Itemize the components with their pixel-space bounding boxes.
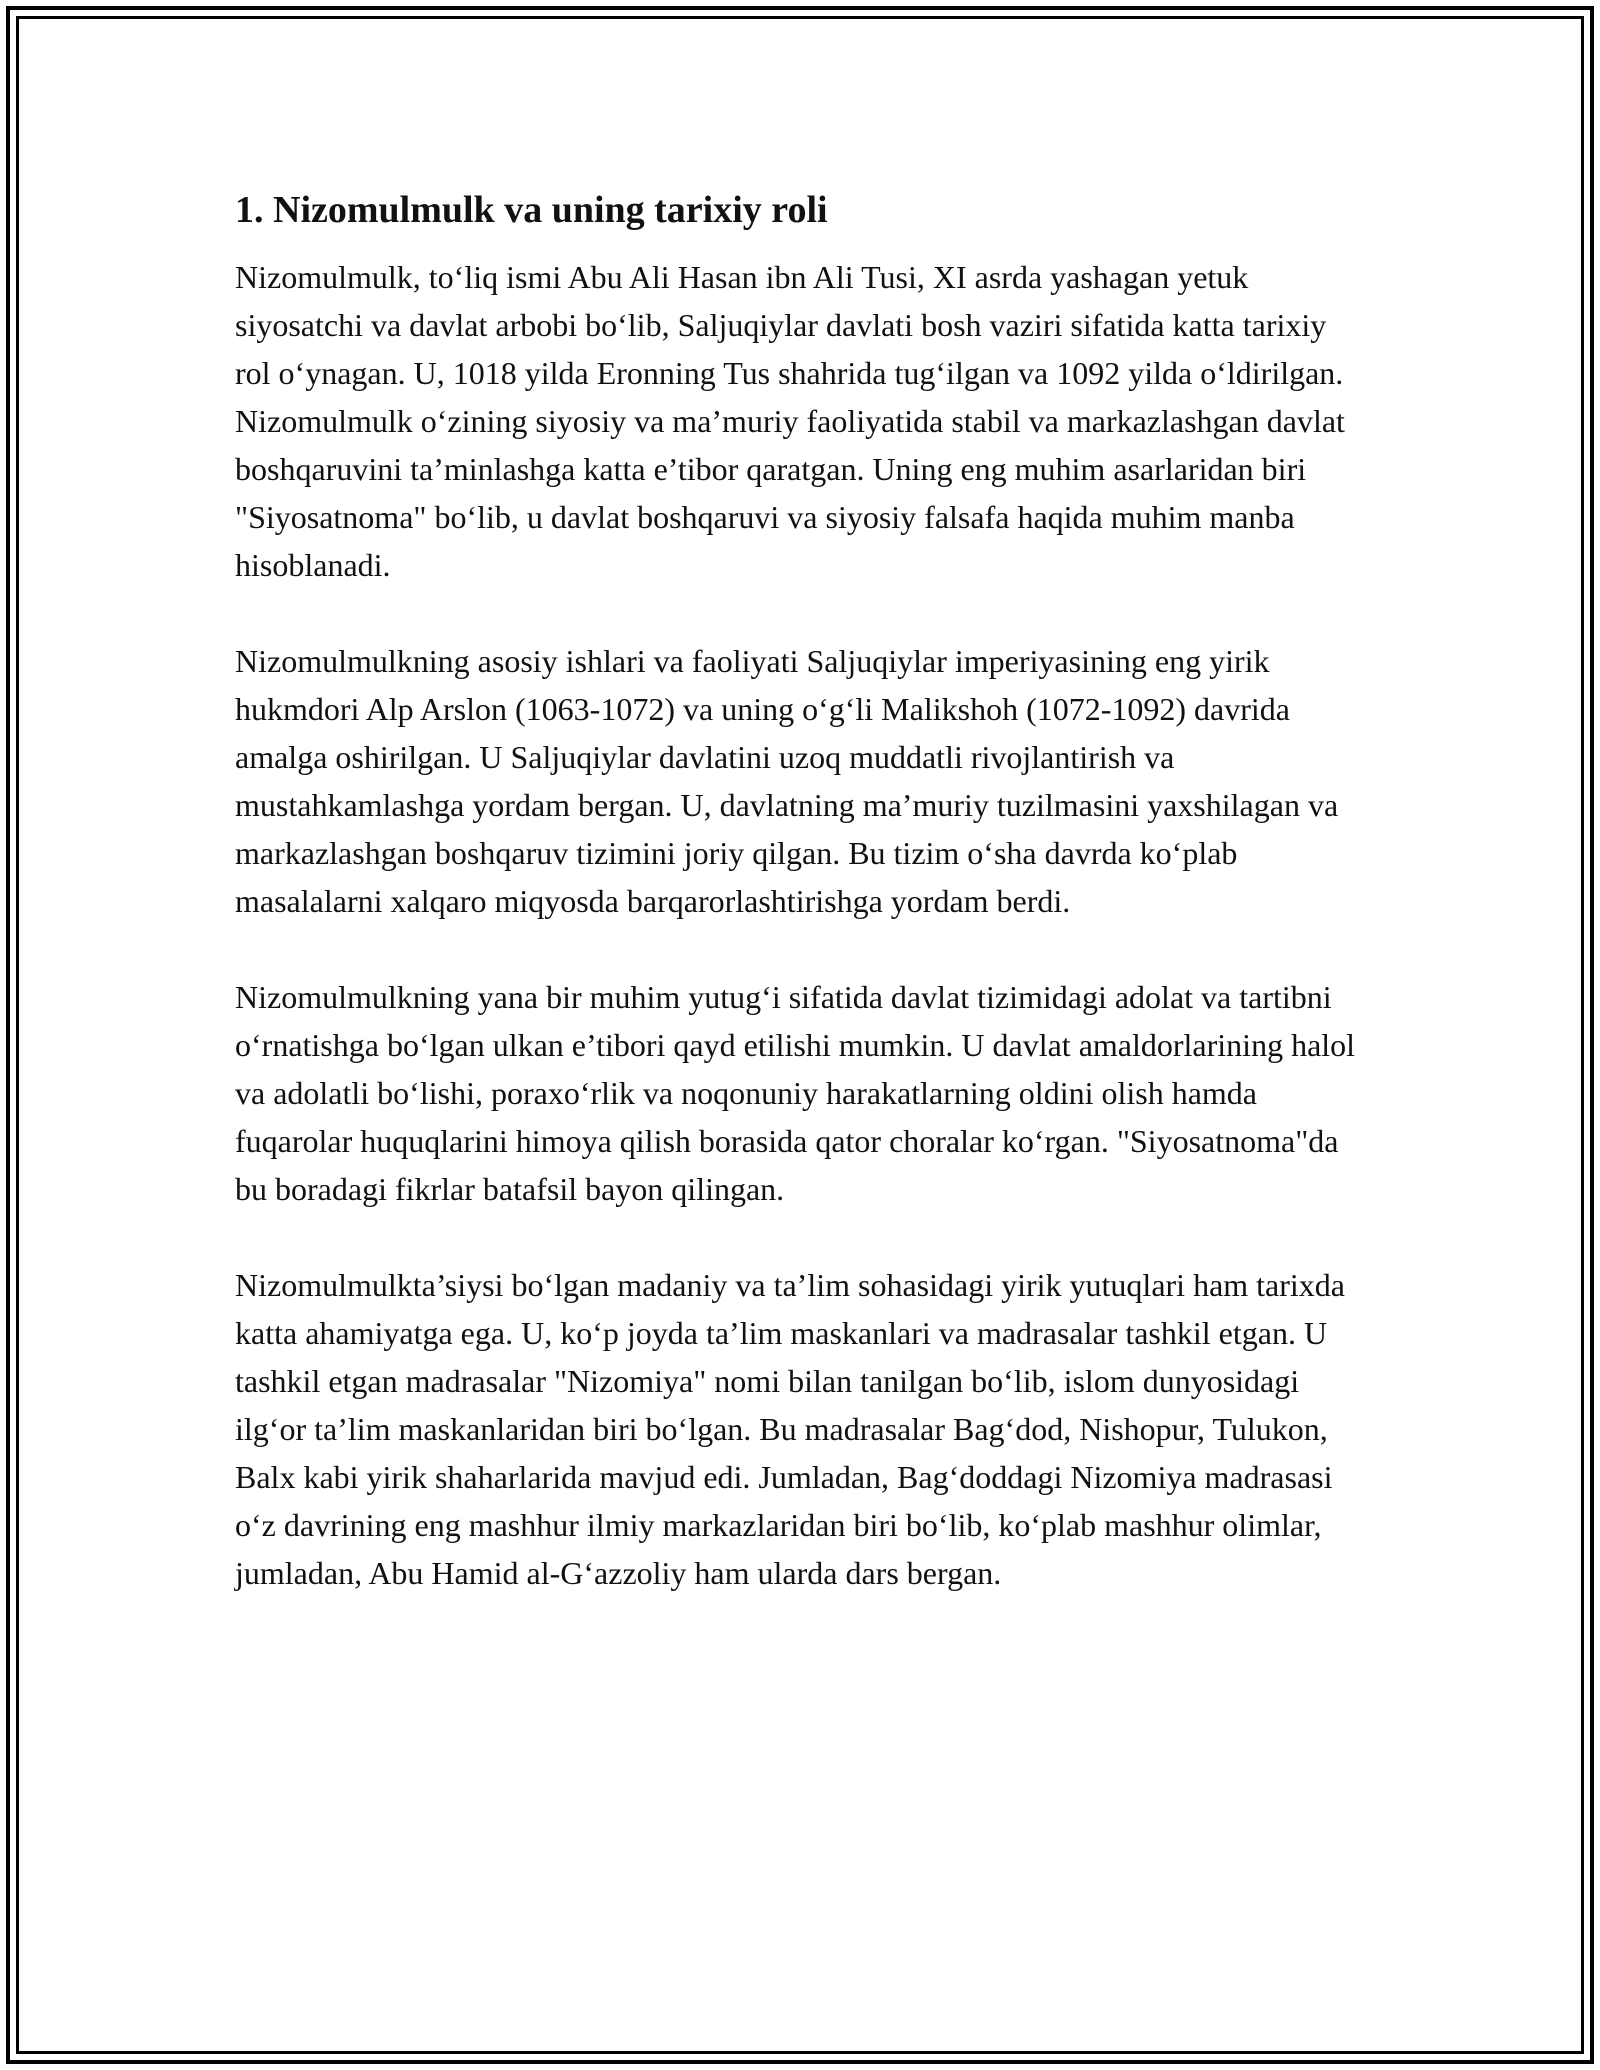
paragraph-4: Nizomulmulkta’siysi bo‘lgan madaniy va ta’lim sohasidagi yirik yutuqlari ham tarixda katta ahamiyatga ega. U, ko‘p joyda ta’lim maskanlari va madrasalar tashkil etgan. U tashkil etgan madrasalar "Nizomiya" nomi bilan tanilgan bo‘lib, islom dunyosidagi ilg‘or ta’lim maskanlaridan biri bo‘lgan. Bu madrasalar Bag‘dod, Nishopur, Tulukon, Balx kabi yirik shaharlarida mavjud edi. Jumladan, Bag‘doddagi Nizomiya madrasasi o‘z davrining eng mashhur ilmiy markazlaridan biri bo‘lib, ko‘plab mashhur olimlar, jumladan, Abu Hamid al-G‘azzoliy ham ularda dars bergan. — [235, 1267, 1345, 1591]
paragraph-2: Nizomulmulkning asosiy ishlari va faoliyati Saljuqiylar imperiyasining eng yirik hukmdori Alp Arslon (1063-1072) va uning o‘g‘li Malikshoh (1072-1092) davrida amalga oshirilgan. U Saljuqiylar davlatini uzoq muddatli rivojlantirish va mustahkamlashga yordam bergan. U, davlatning ma’muriy tuzilmasini yaxshilagan va markazlashgan boshqaruv tizimini joriy qilgan. Bu tizim o‘sha davrda ko‘plab masalalarni xalqaro miqyosda barqarorlashtirishga yordam berdi. — [235, 643, 1339, 919]
paragraph-1: Nizomulmulk, to‘liq ismi Abu Ali Hasan ibn Ali Tusi, XI asrda yashagan yetuk siyosatchi va davlat arbobi bo‘lib, Saljuqiylar davlati bosh vaziri sifatida katta tarixiy rol o‘ynagan. U, 1018 yilda Eronning Tus shahrida tug‘ilgan va 1092 yilda o‘ldirilgan. Nizomulmulk o‘zining siyosiy va ma’muriy faoliyatida stabil va markazlashgan davlat boshqaruvini ta’minlashga katta e’tibor qaratgan. Uning eng muhim asarlaridan biri "Siyosatnoma" bo‘lib, u davlat boshqaruvi va siyosiy falsafa haqida muhim manba hisoblanadi. — [235, 259, 1345, 583]
paragraph-3: Nizomulmulkning yana bir muhim yutug‘i sifatida davlat tizimidagi adolat va tartibni o‘rnatishga bo‘lgan ulkan e’tibori qayd etilishi mumkin. U davlat amaldorlarining halol va adolatli bo‘lishi, poraxo‘rlik va noqonuniy harakatlarning oldini olish hamda fuqarolar huquqlarini himoya qilish borasida qator choralar ko‘rgan. "Siyosatnoma"da bu boradagi fikrlar batafsil bayon qilingan. — [235, 979, 1356, 1207]
document-body — [235, 185, 1365, 1645]
section-heading: 1. Nizomulmulk va uning tarixiy roli — [235, 189, 828, 231]
